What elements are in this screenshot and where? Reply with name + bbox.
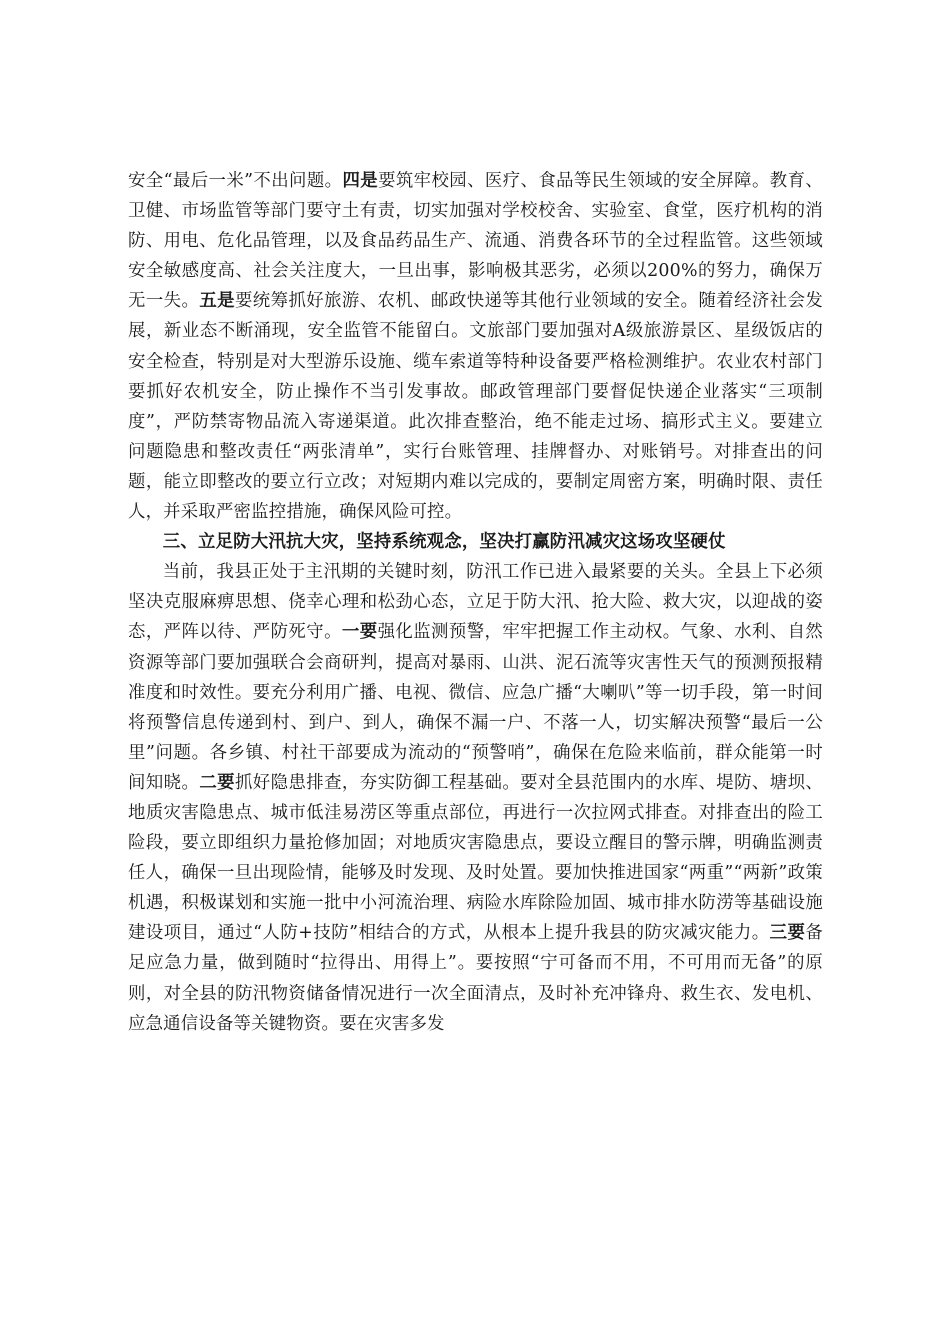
paragraph-text: 备足应急力量，做到随时“拉得出、用得上”。要按照“宁可备而不用，不可用而无备”的原则，对全县的防汛物资储备情况进行一次全面清点，及时补充冲锋舟、救生衣、发电机、应急通信设备等关键物资。要在灾害多发 [128,923,823,1034]
paragraph-text: 强化监测预警，牢牢把握工作主动权。气象、水利、自然资源等部门要加强联合会商研判，提高对暴雨、山洪、泥石流等灾害性天气的预测预报精准度和时效性。要充分利用广播、电视、微信、应急广播“大喇叭”等一切手段，第一时间将预警信息传递到村、到户、到人，确保不漏一户、不落一人，切实解决预警“最后一公里”问题。各乡镇、村社干部要成为流动的“预警哨”，确保在危险来临前，群众能第一时间知晓。 [128,622,823,793]
paragraph-text: 安全“最后一米”不出问题。 [128,171,343,191]
emphasis-label: 四是 [342,171,379,191]
document-body [128,166,823,1039]
paragraph-text: 当前，我县正处于主汛期的关键时刻，防汛工作已进入最紧要的关头。全县上下必须坚决克服麻痹思想、侥幸心理和松劲心态，立足于防大汛、抢大险、救大灾，以迎战的姿态，严阵以待、严防死守。 [128,562,823,643]
emphasis-label: 三要 [769,923,806,944]
paragraph-flood-prevention [128,557,823,1039]
paragraph-safety-sectors [128,166,823,527]
emphasis-label: 二要 [199,772,235,793]
paragraph-text: 要统筹抓好旅游、农机、邮政快递等其他行业领域的安全。随着经济社会发展，新业态不断涌现，安全监管不能留白。文旅部门要加强对A级旅游景区、星级饭店的安全检查，特别是对大型游乐设施、缆车索道等特种设备要严格检测维护。农业农村部门要抓好农机安全，防止操作不当引发事故。邮政管理部门要督促快递企业落实“三项制度”，严防禁寄物品流入寄递渠道。此次排查整治，绝不能走过场、搞形式主义。要建立问题隐患和整改责任“两张清单”，实行台账管理、挂牌督办、对账销号。对排查出的问题，能立即整改的要立行立改；对短期内难以完成的，要制定周密方案，明确时限、责任人，并采取严密监控措施，确保风险可控。 [128,291,823,523]
section-heading: 三、立足防大汛抗大灾，坚持系统观念，坚决打赢防汛减灾这场攻坚硬仗 [162,532,726,553]
paragraph-text: 抓好隐患排查，夯实防御工程基础。要对全县范围内的水库、堤防、塘坝、地质灾害隐患点、城市低洼易涝区等重点部位，再进行一次拉网式排查。对排查出的险工险段，要立即组织力量抢修加固；对地质灾害隐患点，要设立醒目的警示牌，明确监测责任人，确保一旦出现险情，能够及时发现、及时处置。要加快推进国家“两重”“两新”政策机遇，积极谋划和实施一批中小河流治理、病险水库除险加固、城市排水防涝等基础设施建设项目，通过“人防+技防”相结合的方式，从根本上提升我县的防灾减灾能力。 [128,772,823,944]
emphasis-label: 五是 [199,291,235,312]
emphasis-label: 一要 [341,622,378,643]
paragraph-text: 要筑牢校园、医疗、食品等民生领域的安全屏障。教育、卫健、市场监管等部门要守土有责，切实加强对学校校舍、实验室、食堂，医疗机构的消防、用电、危化品管理，以及食品药品生产、流通、消费各环节的全过程监管。这些领域安全敏感度高、社会关注度大，一旦出事，影响极其恶劣，必须以200%的努力，确保万无一失。 [128,171,823,312]
